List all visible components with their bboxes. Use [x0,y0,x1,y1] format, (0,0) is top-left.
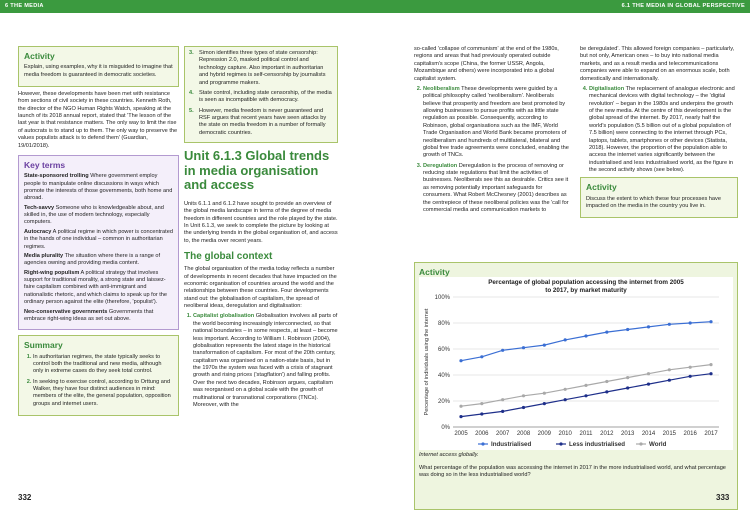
activity-box [18,46,179,87]
data-point [689,366,692,369]
body-paragraph: However, these developments have been met with resistance from sections of civil society in these countries. Kenneth Roth, the director of the NGO Human Rights Watch, speaking at the launch of its 2018 annual report, stated that 'The lesson of the last year is that resistance matters. The only way to limit the rise of autocrats is to stand up to them. The only way to preserve the values populists attack is to defend them' (Guardian, 19/01/2018). [18,90,178,149]
y-tick-label: 40% [437,373,450,379]
data-point [584,334,587,337]
key-terms-list [24,173,173,323]
data-point [584,384,587,387]
data-point [668,379,671,382]
x-tick-label: 2009 [537,431,552,437]
summary-item: 1. In authoritarian regimes, the state typically seeks to control both the traditional and new media, although only in extreme cases do they seek total control. [33,354,173,376]
key-term-word: Autocracy [24,228,52,235]
key-term-word: Right-wing populism [24,269,80,276]
key-point [189,50,333,87]
list-item [423,163,572,215]
data-point [709,372,712,375]
list-item-text: The replacement of analogue electronic and mechanical devices with digital technology – the 'digital revolution' – began in the 1980s and underpins the growth of the new media. At the centre of this development is the global spread of the internet. By 2017, nearly half the world's population (5.5 billion out of a global population of 7.5 billion) were connecting to the internet through PCs, laptops, tablets, smartphones or other devices (Statista, 2018). However, the proportion of the population able to access the internet varies significantly between the industrialised and less industrialised world, as the figure in the second activity shows (see below). [589,85,735,173]
data-point [522,346,525,349]
key-points-list [189,50,333,137]
unit-title: Unit 6.1.3 Global trends in media organisation and access [184,148,330,193]
data-point [480,402,483,405]
series-line [461,322,711,361]
key-point [189,108,333,138]
legend-label: Industrialised [491,441,532,448]
summary-title: Summary [24,340,63,351]
key-term [24,253,173,268]
body-paragraph: be deregulated'. This allowed foreign companies – particularly, but not only, American ones – to buy into national media markets, and as a result media and telecommunications companies were able to expand on an enormous scale, both domestically and internationally. [580,46,735,82]
key-point-text: State control, including state censorship, of the media is seen as incompatible with democracy. [199,89,332,104]
page-header-left: 6 THE MEDIA [0,0,375,13]
unit-intro: Units 6.1.1 and 6.1.2 have sought to provide an overview of the global media landscape in terms of the degree of media freedom in different countries and the role played by the state. In Unit 6.1.3, we seek to complete the picture by looking at the underlying trends in the global organisation of, and access to, the media over recent years. [184,200,338,244]
term: Digitalisation [589,85,625,92]
activity-title: Activity [586,182,617,193]
x-tick-label: 2017 [704,431,718,437]
term: Deregulation [423,162,458,169]
data-point [709,320,712,323]
line-chart [419,277,733,450]
data-point [459,405,462,408]
chart-activity-box [414,262,738,510]
key-term [24,309,173,324]
legend-marker [481,442,484,445]
page-number-left: 332 [18,493,32,502]
key-term [24,173,173,203]
y-tick-label: 80% [437,321,450,327]
legend-label: Less industrialised [569,441,626,448]
data-point [522,406,525,409]
key-term-word: Tech-savvy [24,204,55,211]
page-header-right: 6.1 THE MEDIA IN GLOBAL PERSPECTIVE [375,0,750,13]
developments-list-cont [414,86,572,214]
key-term-definition: The situation where there is a range of agencies owning and providing media content. [24,252,161,267]
key-terms-title: Key terms [24,159,66,170]
legend-marker [639,442,642,445]
key-point-number: 4. [189,89,194,96]
right-column-b [580,46,738,222]
data-point [501,349,504,352]
key-term-definition: Governments that embrace right-wing ideas as set out above. [24,308,154,322]
chart-title-line: to 2017, by market maturity [545,287,627,294]
list-item-text: Globalisation involves all parts of the world becoming increasingly interconnected, so that national boundaries – in some respects, at least – become less important. According to William I. Robinson (2004), globalisation represents the latest stage in the historical transformation of capitalism. For most of the 20th century, capitalism was organised on a nation-state basis, but in the 1970s the system was faced with a crisis of stagnant growth and rising prices ('stagflation') and falling profits. Over the next two decades, Robinson argues, capitalism was reorganised on a global scale with the growth of multinational or transnational corporations (TNCs). Moreover, with the [193,313,338,408]
developments-list [184,313,338,409]
activity-text: Discuss the extent to which these four processes have impacted on the media in the country you live in. [586,195,721,209]
data-point [626,328,629,331]
chart-caption: Internet access globally. [419,452,479,458]
summary-item: 2. In seeking to exercise control, according to Orttung and Walker, they have four distinct audiences in mind: members of the elite, the general population, opposition groups and internet users. [33,379,173,409]
data-point [459,415,462,418]
y-tick-label: 0% [441,425,450,431]
data-point [689,321,692,324]
x-tick-label: 2016 [683,431,697,437]
key-term [24,205,173,227]
x-tick-label: 2012 [600,431,614,437]
key-point-number: 3. [189,50,194,56]
list-item [589,86,738,175]
data-point [480,355,483,358]
key-term-word: State-sponsored trolling [24,173,89,180]
x-tick-label: 2015 [662,431,677,437]
data-point [584,394,587,397]
x-tick-label: 2014 [641,431,656,437]
x-tick-label: 2005 [454,431,468,437]
data-point [709,363,712,366]
summary-box [18,335,179,416]
key-term-definition: A political regime in which power is concentrated in the hands of one individual – common in authoritarian regimes. [24,228,173,250]
key-point-number: 5. [189,107,194,114]
data-point [543,402,546,405]
y-tick-label: 100% [434,295,450,301]
list-item [423,86,572,160]
key-term-word: Media plurality [24,252,64,259]
data-point [480,412,483,415]
x-tick-label: 2006 [475,431,489,437]
data-point [522,394,525,397]
x-tick-label: 2008 [516,431,531,437]
x-tick-label: 2007 [495,431,510,437]
data-point [647,383,650,386]
x-tick-label: 2010 [558,431,572,437]
section-heading: The global context [184,251,273,263]
chart-question: What percentage of the population was accessing the internet in 2017 in the more industrialised world, and what percentage was doing so in the less industrialised world? [419,465,726,479]
key-terms-box [18,155,179,330]
page-number-right: 333 [716,493,730,502]
activity-text: Explain, using examples, why it is misguided to imagine that media freedom is guaranteed in democratic societies. [24,64,173,78]
chart-area [419,277,733,450]
key-term-definition: Where government employ people to manipulate online discussions in ways which promote the interests of those governments, both home and abroad. [24,173,173,202]
data-point [605,331,608,334]
summary-list [24,354,173,409]
data-point [647,372,650,375]
body-paragraph: so-called 'collapse of communism' at the end of the 1980s, regions and areas that had previously operated outside capitalism's scope (China, the former USSR, Angola, Mozambique and others) were incorporated into a global capitalist system. [414,46,559,82]
term: Capitalist globalisation [193,313,255,320]
data-point [501,398,504,401]
context-paragraph: The global organisation of the media today reflects a number of developments in recent decades that have impacted on the economic organisation of countries around the world and the relationships between these countries. Four developments stand out: the globalisation of capitalism, the spread of neoliberal ideas, deregulation and digitalisation: [184,266,337,310]
data-point [459,359,462,362]
legend-label: World [649,441,667,448]
y-axis-label: Percentage of individuals using the internet [424,308,430,416]
list-item-text: Deregulation is the process of removing or reducing state regulations that limit the activities of businesses. Neoliberals see this as desirable. Critics see it as removing potentially important safeguards for consumers. What Robert McChesney (2001) describes as the centrepiece of these neoliberal policies was the 'call for commercial media and communication markets to [423,162,569,213]
right-column-a [414,46,572,217]
key-term-definition: Someone who is knowledgeable about, and skilled in, the use of modern technology, especially computers. [24,204,164,226]
activity-title: Activity [24,51,55,61]
key-points-box [184,46,338,143]
data-point [689,375,692,378]
developments-list-cont [580,86,738,175]
middle-column [184,46,338,412]
data-point [543,344,546,347]
legend-marker [559,442,562,445]
left-column [18,46,179,420]
data-point [605,390,608,393]
data-point [626,386,629,389]
data-point [647,325,650,328]
key-term-definition: A political strategy that involves support for traditional morality, a strong state and laissez-faire capitalism combined with anti-immigrant and nationalistic rhetoric, and which claims to speak up for the ordinary person against the elite (therefore, 'populist'). [24,269,168,306]
data-point [626,376,629,379]
activity-title: Activity [419,267,450,277]
list-item [193,313,338,409]
list-item-text: These developments were guided by a political philosophy called 'neoliberalism'. Neoliberals believe that prosperity and freedom are best promoted by allowing businesses to pursue profits with as little state regulation as possible. Consequently, according to Robinson, global organisations such as the IMF, World Trade Organisation and World Bank became promoters of neoliberalism and hundreds of multilateral, bilateral and global free trade agreements were concluded, enabling the growth of TNCs. [423,85,569,159]
data-point [668,368,671,371]
data-point [564,338,567,341]
key-term-word: Neo-conservative governments [24,308,108,315]
term: Neoliberalism [423,85,460,92]
x-tick-label: 2011 [579,431,593,437]
data-point [543,392,546,395]
y-tick-label: 20% [437,399,450,405]
key-point-text: Simon identifies three types of state censorship: Repression 2.0, masked political control and technology capture. Also important in authoritarian and hybrid regimes is self-censorship by journalists and programme makers. [199,50,326,86]
key-term [24,270,173,307]
key-term [24,229,173,251]
data-point [564,388,567,391]
data-point [564,398,567,401]
x-tick-label: 2013 [620,431,635,437]
chart-title-line: Percentage of global population accessing the internet from 2005 [488,279,684,286]
data-point [605,380,608,383]
data-point [501,410,504,413]
key-point [189,90,333,105]
activity-box [580,177,738,218]
key-point-text: However, media freedom is never guaranteed and RSF argues that recent years have seen attacks by the state on media freedom in a number of formally democratic countries. [199,107,327,136]
data-point [668,323,671,326]
y-tick-label: 60% [437,347,450,353]
